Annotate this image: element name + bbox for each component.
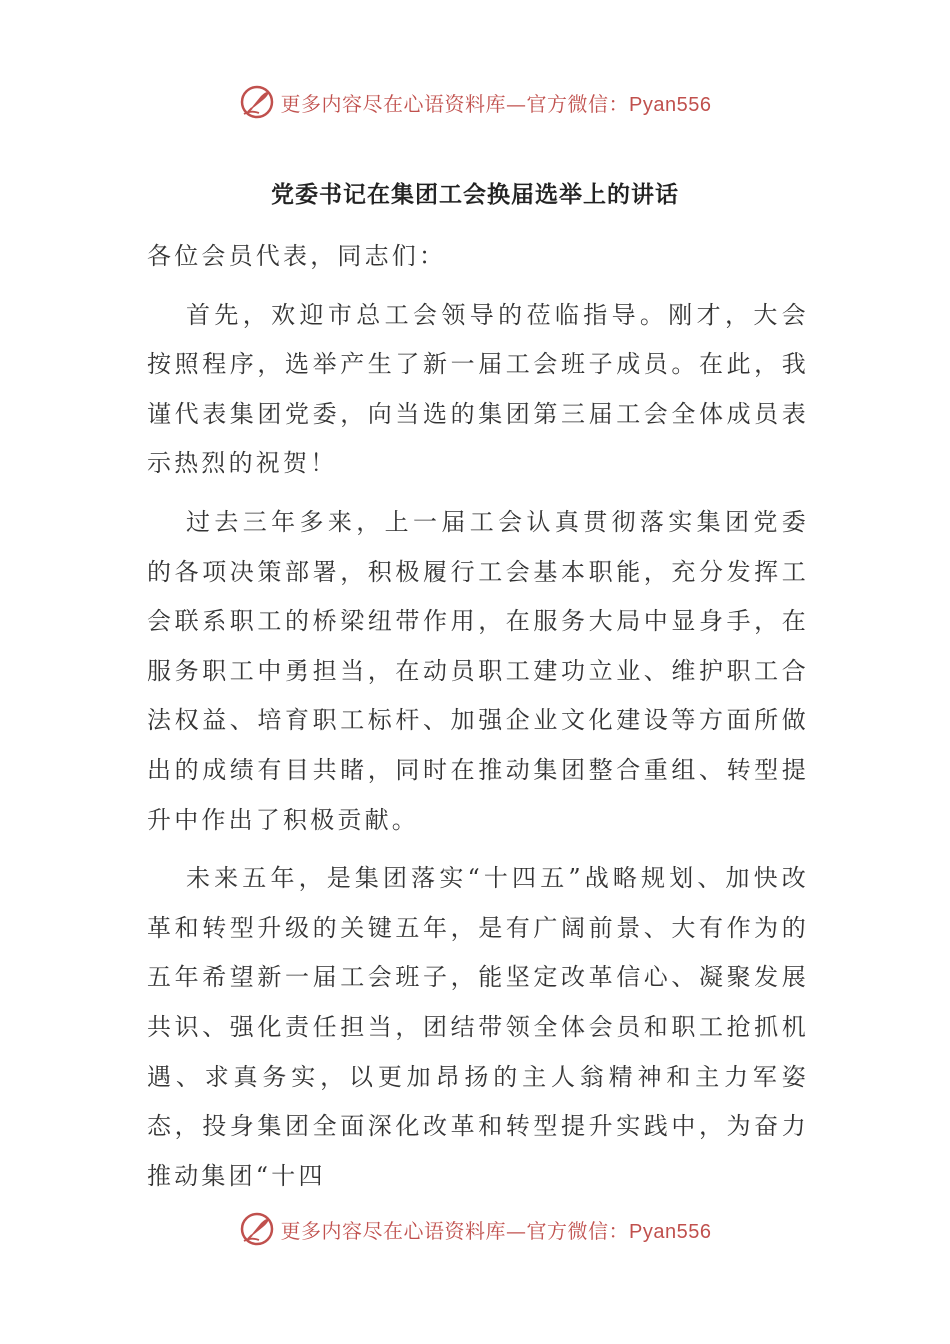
header-wechat-handle: Pyan556	[629, 93, 712, 116]
quill-pen-logo-icon	[239, 1211, 275, 1247]
footer-banner-label: 更多内容尽在心语资料库—官方微信：	[280, 1218, 630, 1243]
footer-wechat-handle: Pyan556	[629, 1220, 712, 1243]
header-banner-text	[281, 88, 712, 117]
footer-banner	[0, 1211, 950, 1247]
header-banner-label: 更多内容尽在心语资料库—官方微信：	[280, 91, 630, 116]
footer-banner-text	[281, 1215, 712, 1244]
document-body	[147, 232, 809, 1210]
header-banner	[0, 84, 950, 120]
quill-pen-logo-icon	[239, 84, 275, 120]
salutation: 各位会员代表，同志们：	[147, 242, 447, 270]
paragraph: 过去三年多来，上一届工会认真贯彻落实集团党委的各项决策部署，积极履行工会基本职能，充分发挥工会联系职工的桥梁纽带作用，在服务大局中显身手，在服务职工中勇担当，在动员职工建功立业、维护职工合法权益、培育职工标杆、加强企业文化建设等方面所做出的成绩有目共睹，同时在推动集团整合重组、转型提升中作出了积极贡献。	[147, 507, 809, 834]
paragraph: 首先，欢迎市总工会领导的莅临指导。刚才，大会按照程序，选举产生了新一届工会班子成员。在此，我谨代表集团党委，向当选的集团第三届工会全体成员表示热烈的祝贺！	[147, 300, 809, 478]
paragraph: 未来五年，是集团落实“十四五”战略规划、加快改革和转型升级的关键五年，是有广阔前景、大有作为的五年希望新一届工会班子，能坚定改革信心、凝聚发展共识、强化责任担当，团结带领全体会员和职工抢抓机遇、求真务实，以更加昂扬的主人翁精神和主力军姿态，投身集团全面深化改革和转型提升实践中，为奋力推动集团“十四	[147, 864, 809, 1190]
document-title: 党委书记在集团工会换届选举上的讲话	[271, 182, 679, 208]
